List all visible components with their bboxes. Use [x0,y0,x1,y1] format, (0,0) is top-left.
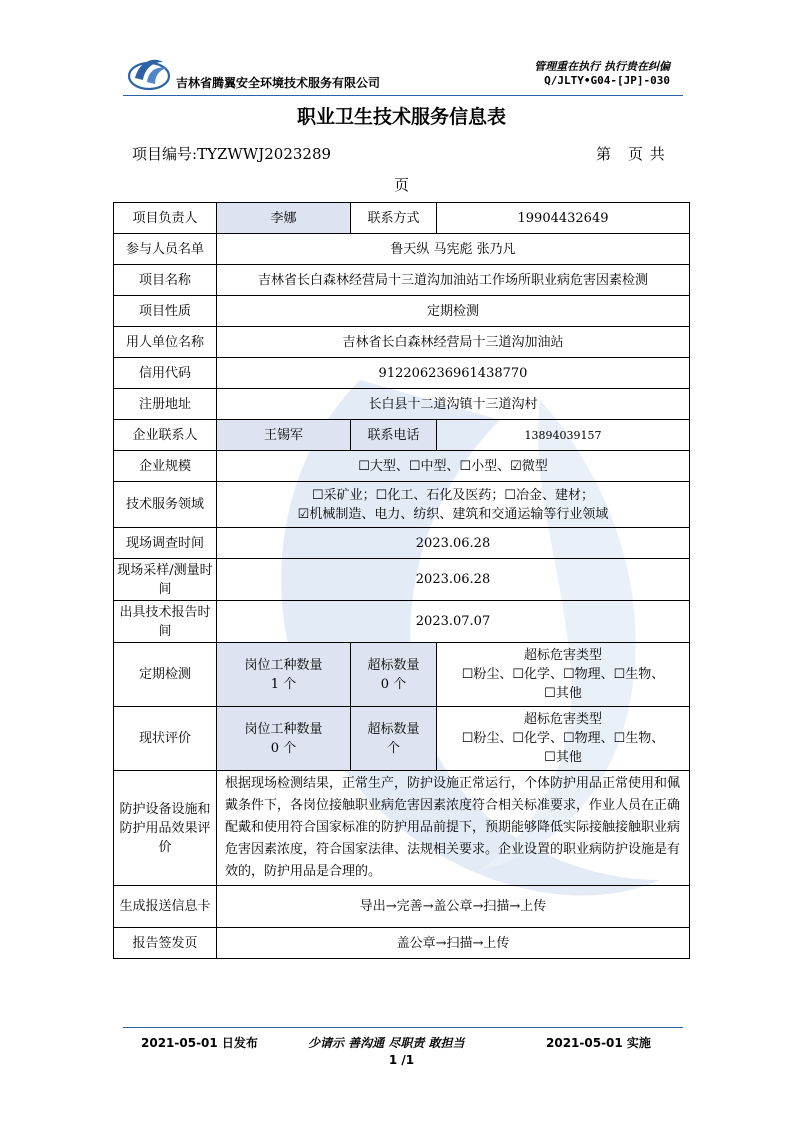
page-title: 职业卫生技术服务信息表 [296,106,506,128]
company-logo [127,52,171,92]
phone-label: 联系电话 [351,420,437,451]
sampling-time-label: 现场采样/测量时间 [114,559,217,601]
header-slogan: 管理重在执行 执行贵在纠偏 [534,60,670,73]
project-nature-value: 定期检测 [217,296,690,327]
status-posts-value: 0 个 [270,740,297,756]
credit-code-label: 信用代码 [114,358,217,389]
page-info: 第 页 共 [596,145,666,163]
sign-page-value: 盖公章→扫描→上传 [217,928,690,959]
contact-value: 19904432649 [437,203,690,234]
footer-motto: 少请示 善沟通 尽职责 敢担当 [308,1036,465,1050]
phone-value: 13894039157 [437,420,690,451]
project-nature-label: 项目性质 [114,296,217,327]
enterprise-contact-value: 王锡军 [217,420,351,451]
survey-time-label: 现场调查时间 [114,528,217,559]
page-info-continued: 页 [394,176,410,194]
periodic-types [437,643,690,707]
status-posts [217,707,351,771]
project-name-label: 项目名称 [114,265,217,296]
periodic-exceed-value: 0 个 [380,676,407,692]
employer-value: 吉林省长白森林经营局十三道沟加油站 [217,327,690,358]
service-field-line-1: ☐采矿业；☐化工、石化及医药；☐冶金、建材； [312,487,594,503]
footer-issue-date: 2021-05-01 日发布 [141,1036,258,1050]
status-types-label: 超标危害类型 [523,712,602,727]
credit-code-value: 912206236961438770 [217,358,690,389]
service-field-line-2: ☑机械制造、电力、纺织、建筑和交通运输等行业领域 [297,506,609,522]
leader-value: 李娜 [217,203,351,234]
address-label: 注册地址 [114,389,217,420]
project-number [132,143,331,164]
info-table [113,202,690,959]
status-exceed-label: 超标数量 [367,721,420,737]
members-label: 参与人员名单 [114,234,217,265]
header-divider [123,95,683,96]
report-time-label: 出具技术报告时间 [114,601,217,643]
leader-label: 项目负责人 [114,203,217,234]
periodic-exceed [351,643,437,707]
scale-label: 企业规模 [114,451,217,482]
sampling-time-value: 2023.06.28 [217,559,690,601]
info-card-label: 生成报送信息卡 [114,886,217,928]
status-exceed-value: 个 [386,740,400,756]
company-name: 吉林省腾翼安全环境技术服务有限公司 [176,76,381,90]
page-number: 1 /1 [388,1053,415,1067]
project-number-label: 项目编号: [132,145,198,163]
periodic-posts [217,643,351,707]
status-exceed [351,707,437,771]
members-value: 鲁天纵 马宪彪 张乃凡 [217,234,690,265]
employer-label: 用人单位名称 [114,327,217,358]
document-code: Q/JLTY•G04-[JP]-030 [544,74,670,87]
protection-label: 防护设备设施和防护用品效果评价 [114,771,217,886]
address-value: 长白县十二道沟镇十三道沟村 [217,389,690,420]
periodic-posts-value: 1 个 [270,676,297,692]
status-label: 现状评价 [114,707,217,771]
footer-effective-date: 2021-05-01 实施 [546,1036,651,1050]
periodic-types-line-2: ☐其他 [544,686,582,701]
footer-divider [123,1027,683,1028]
periodic-types-line-1: ☐粉尘、☐化学、☐物理、☐生物、 [461,667,665,682]
periodic-posts-label: 岗位工种数量 [244,657,323,673]
status-types [437,707,690,771]
project-name-value: 吉林省长白森林经营局十三道沟加油站工作场所职业病危害因素检测 [217,265,690,296]
status-types-line-1: ☐粉尘、☐化学、☐物理、☐生物、 [461,731,665,746]
status-types-line-2: ☐其他 [544,750,582,765]
report-time-value: 2023.07.07 [217,601,690,643]
status-posts-label: 岗位工种数量 [244,721,323,737]
contact-label: 联系方式 [351,203,437,234]
enterprise-contact-label: 企业联系人 [114,420,217,451]
periodic-types-label: 超标危害类型 [523,648,602,663]
service-field-value [217,482,690,528]
sign-page-label: 报告签发页 [114,928,217,959]
project-number-value: TYZWWJ2023289 [197,145,332,163]
protection-value: 根据现场检测结果，正常生产，防护设施正常运行，个体防护用品正常使用和佩戴条件下，各岗位接触职业病危害因素浓度符合相关标准要求，作业人员在正确配戴和使用符合国家标准的防护用品前提下，预期能够降低实际接触接触职业病危害因素浓度，符合国家法律、法规相关要求。企业设置的职业病防护设施是有效的，防护用品是合理的。 [217,771,690,886]
periodic-label: 定期检测 [114,643,217,707]
survey-time-value: 2023.06.28 [217,528,690,559]
periodic-exceed-label: 超标数量 [367,657,420,673]
info-card-value: 导出→完善→盖公章→扫描→上传 [217,886,690,928]
scale-value: ☐大型、☐中型、☐小型、☑微型 [217,451,690,482]
service-field-label: 技术服务领域 [114,482,217,528]
